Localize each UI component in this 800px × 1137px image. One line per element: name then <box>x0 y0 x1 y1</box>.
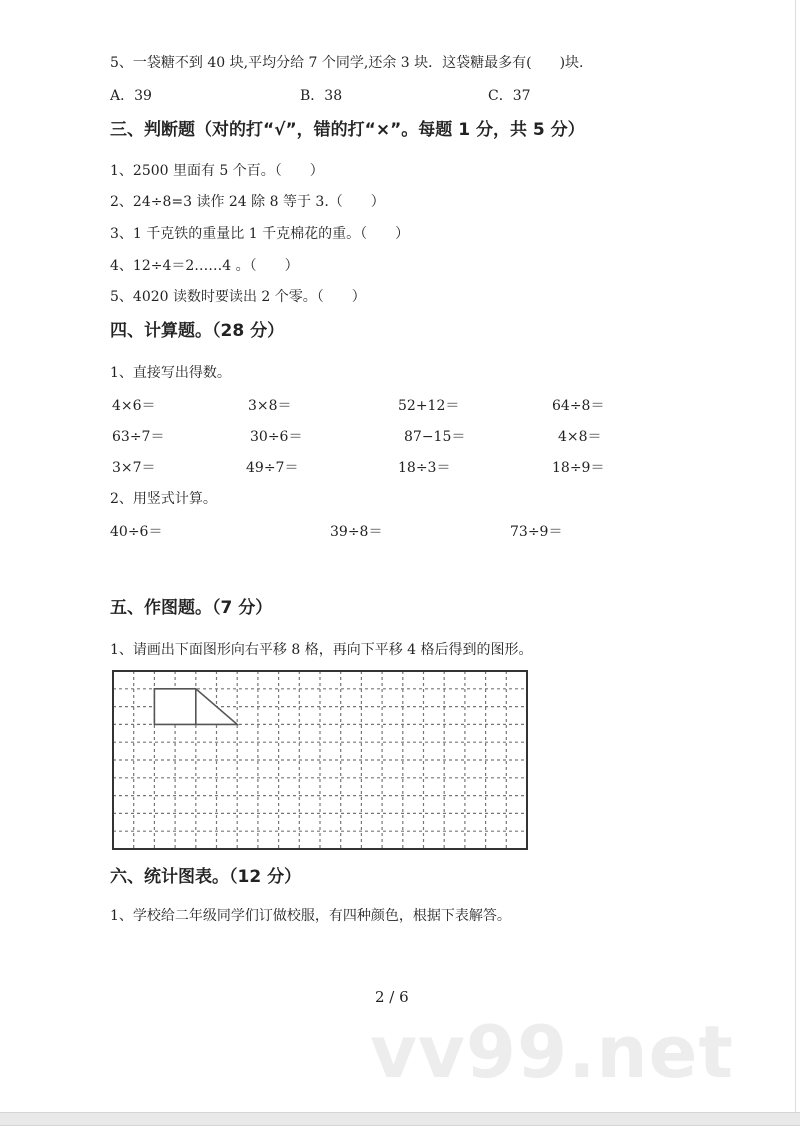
calc-item: 18÷9＝ <box>552 460 605 476</box>
vertical-calc-item: 39÷8＝ <box>330 524 383 540</box>
judge-item: 3、1 千克铁的重量比 1 千克棉花的重。（ ） <box>110 226 410 242</box>
calc-item: 87−15＝ <box>404 429 466 445</box>
calc-item: 52+12＝ <box>398 398 460 414</box>
sub-question-2: 2、用竖式计算。 <box>110 491 217 507</box>
calc-item: 4×6＝ <box>112 398 156 414</box>
section-4-title: 四、计算题。（28 分） <box>110 321 285 341</box>
section-6-title: 六、统计图表。（12 分） <box>110 867 302 887</box>
calc-item: 4×8＝ <box>558 429 602 445</box>
judge-item: 5、4020 读数时要读出 2 个零。（ ） <box>110 289 366 305</box>
judge-item: 4、12÷4＝2……4 。（ ） <box>110 258 299 274</box>
calc-item: 49÷7＝ <box>246 460 299 476</box>
option-c: C．37 <box>488 88 531 104</box>
calc-item: 3×7＝ <box>112 460 156 476</box>
drawing-question: 1、请画出下面图形向右平移 8 格，再向下平移 4 格后得到的图形。 <box>110 642 533 658</box>
sub-question-1: 1、直接写出得数。 <box>110 365 231 381</box>
calc-item: 18÷3＝ <box>398 460 451 476</box>
page-separator <box>0 1112 800 1126</box>
judge-item: 1、2500 里面有 5 个百。（ ） <box>110 163 324 179</box>
section-5-title: 五、作图题。（7 分） <box>110 598 273 618</box>
judge-item: 2、24÷8=3 读作 24 除 8 等于 3.（ ） <box>110 194 385 210</box>
page-number: 2 / 6 <box>375 988 409 1006</box>
stats-question: 1、学校给二年级同学们订做校服，有四种颜色，根据下表解答。 <box>110 908 511 924</box>
question-5: 5、一袋糖不到 40 块,平均分给 7 个同学,还余 3 块．这袋糖最多有( )块. <box>110 55 584 71</box>
vertical-calc-item: 73÷9＝ <box>510 524 563 540</box>
page-edge <box>795 0 796 1112</box>
calc-item: 3×8＝ <box>248 398 292 414</box>
vertical-calc-item: 40÷6＝ <box>110 524 163 540</box>
section-3-title: 三、判断题（对的打“√”，错的打“×”。每题 1 分，共 5 分） <box>110 120 585 140</box>
calc-item: 30÷6＝ <box>250 429 303 445</box>
drawing-grid <box>112 670 528 850</box>
calc-item: 63÷7＝ <box>112 429 165 445</box>
option-b: B．38 <box>300 88 343 104</box>
option-a: A．39 <box>110 88 152 104</box>
watermark: vv99.net <box>370 1010 734 1094</box>
calc-item: 64÷8＝ <box>552 398 605 414</box>
